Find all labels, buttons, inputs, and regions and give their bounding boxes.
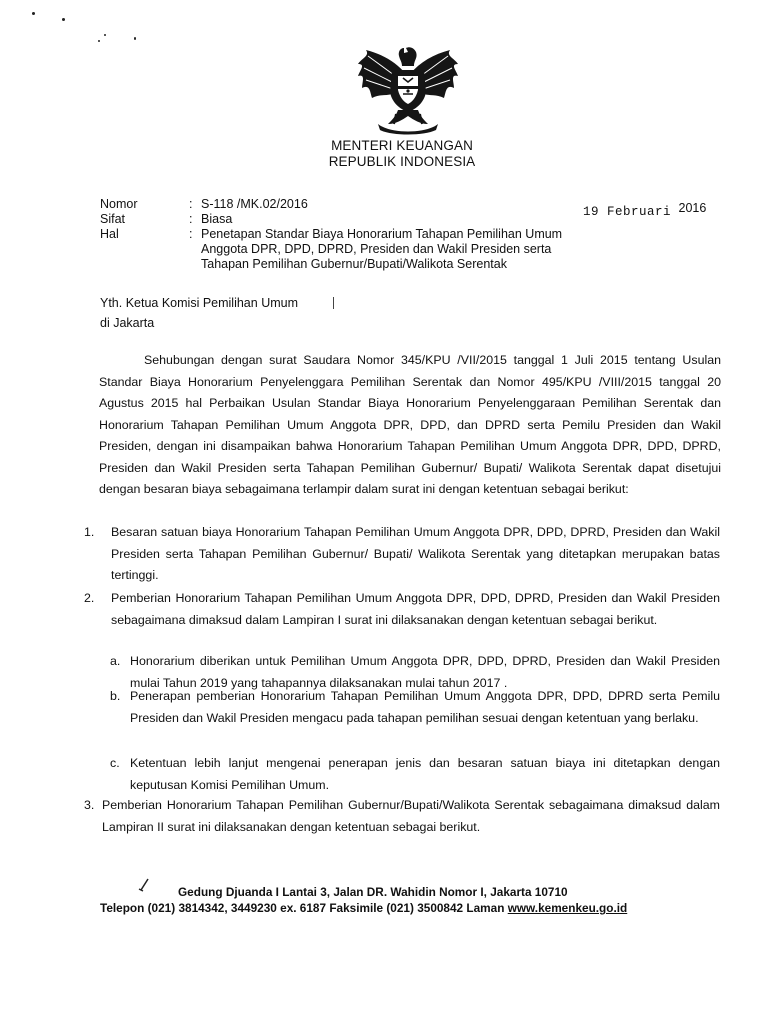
footer-address: Gedung Djuanda I Lantai 3, Jalan DR. Wahidin Nomor I, Jakarta 10710 (178, 885, 568, 899)
hal-line-3: Tahapan Pemilihan Gubernur/Bupati/Walikota Serentak (201, 257, 507, 271)
list-item-text: Pemberian Honorarium Tahapan Pemilihan Umum Anggota DPR, DPD, DPRD, Presiden dan Wakil Presiden sebagaimana dimaksud dalam Lampiran I surat ini dilaksanakan dengan ketentuan sebagai berikut. (111, 591, 720, 627)
addressee-line-1: Yth. Ketua Komisi Pemilihan Umum (100, 296, 298, 310)
list-item-text: Besaran satuan biaya Honorarium Tahapan Pemilihan Umum Anggota DPR, DPD, DPRD, Presiden dan Wakil Presiden serta Tahapan Pemilihan Gubernur/ Bupati/ Walikota Serentak yang ditetapkan merupakan batas tertinggi. (111, 525, 720, 582)
sub-item-text: Honorarium diberikan untuk Pemilihan Umum Anggota DPR, DPD, DPRD, Presiden dan Wakil Presiden mulai Tahun 2019 yang tahapannya dilaksanakan mulai tahun 2017 . (130, 654, 720, 690)
sub-item-b (110, 686, 720, 729)
scan-speck (98, 40, 100, 42)
list-item-2 (84, 588, 720, 631)
sifat-value: Biasa (201, 212, 233, 226)
intro-paragraph (99, 350, 721, 501)
footer-contact (100, 901, 768, 915)
pen-mark-icon (138, 878, 150, 892)
intro-text: Sehubungan dengan surat Saudara Nomor 345/KPU /VII/2015 tanggal 1 Juli 2015 tentang Usulan Standar Biaya Honorarium Penyelenggara Pemilihan Serentak dan Nomor 495/KPU /VIII/2015 tanggal 20 Agustus 2015 hal Perbaikan Usulan Standar Biaya Honorarium Penyelenggaraan Pemilihan Serentak dan Honorarium Tahapan Pemilihan Umum Anggota DPR, DPD, dan DPRD serta Pemilu Presiden dan Wakil Presiden, dengan ini disampaikan bahwa Honorarium Tahapan Pemilihan Umum Anggota DPR, DPD, DPRD, Presiden dan Wakil Presiden serta Tahapan Pemilihan Gubernur/ Bupati/ Walikota Serentak dapat disetujui dengan besaran biaya sebagaimana terlampir dalam surat ini dengan ketentuan sebagai berikut: (99, 353, 721, 496)
republic-title: REPUBLIK INDONESIA (328, 154, 476, 169)
hal-colon: : (189, 227, 193, 241)
list-item-number: 3. (84, 798, 95, 812)
hal-line-1: Penetapan Standar Biaya Honorarium Tahapan Pemilihan Umum (201, 227, 563, 241)
garuda-emblem-icon (352, 44, 464, 136)
sub-item-letter: b. (110, 689, 121, 703)
scan-speck (104, 34, 106, 36)
nomor-value: S-118 /MK.02/2016 (201, 197, 308, 211)
scan-mark (333, 297, 334, 309)
list-item-number: 1. (84, 525, 95, 539)
sub-item-c (110, 753, 720, 796)
sifat-colon: : (189, 212, 193, 226)
list-item-3 (84, 795, 720, 838)
ministry-title: MENTERI KEUANGAN (331, 138, 473, 153)
list-item-number: 2. (84, 591, 95, 605)
scan-speck (134, 37, 136, 40)
date-day-month: 19 Februari (583, 205, 672, 219)
nomor-label: Nomor (100, 197, 138, 211)
date-year: 2016 (678, 201, 707, 215)
scan-speck (32, 12, 35, 15)
footer-contact-text: Telepon (021) 3814342, 3449230 ex. 6187 Faksimile (021) 3500842 Laman (100, 901, 508, 915)
hal-line-2: Anggota DPR, DPD, DPRD, Presiden dan Wakil Presiden serta (201, 242, 552, 256)
nomor-colon: : (189, 197, 193, 211)
sub-item-text: Ketentuan lebih lanjut mengenai penerapan jenis dan besaran satuan biaya ini ditetapkan dengan keputusan Komisi Pemilihan Umum. (130, 756, 720, 792)
letter-date (583, 201, 707, 219)
scan-speck (62, 18, 65, 21)
sifat-label: Sifat (100, 212, 126, 226)
addressee-line-2: di Jakarta (100, 316, 155, 330)
website-link[interactable]: www.kemenkeu.go.id (507, 901, 628, 915)
list-item-1 (84, 522, 720, 587)
hal-label: Hal (100, 227, 119, 241)
sub-item-text: Penerapan pemberian Honorarium Tahapan Pemilihan Umum Anggota DPR, DPD, DPRD serta Pemilu Presiden dan Wakil Presiden mengacu pada tahapan pemilihan sesuai dengan ketentuan yang berlaku. (130, 689, 720, 725)
sub-item-letter: a. (110, 654, 121, 668)
sub-item-letter: c. (110, 756, 120, 770)
list-item-text: Pemberian Honorarium Tahapan Pemilihan Gubernur/Bupati/Walikota Serentak sebagaimana dimaksud dalam Lampiran II surat ini dilaksanakan dengan ketentuan sebagai berikut. (102, 798, 720, 834)
